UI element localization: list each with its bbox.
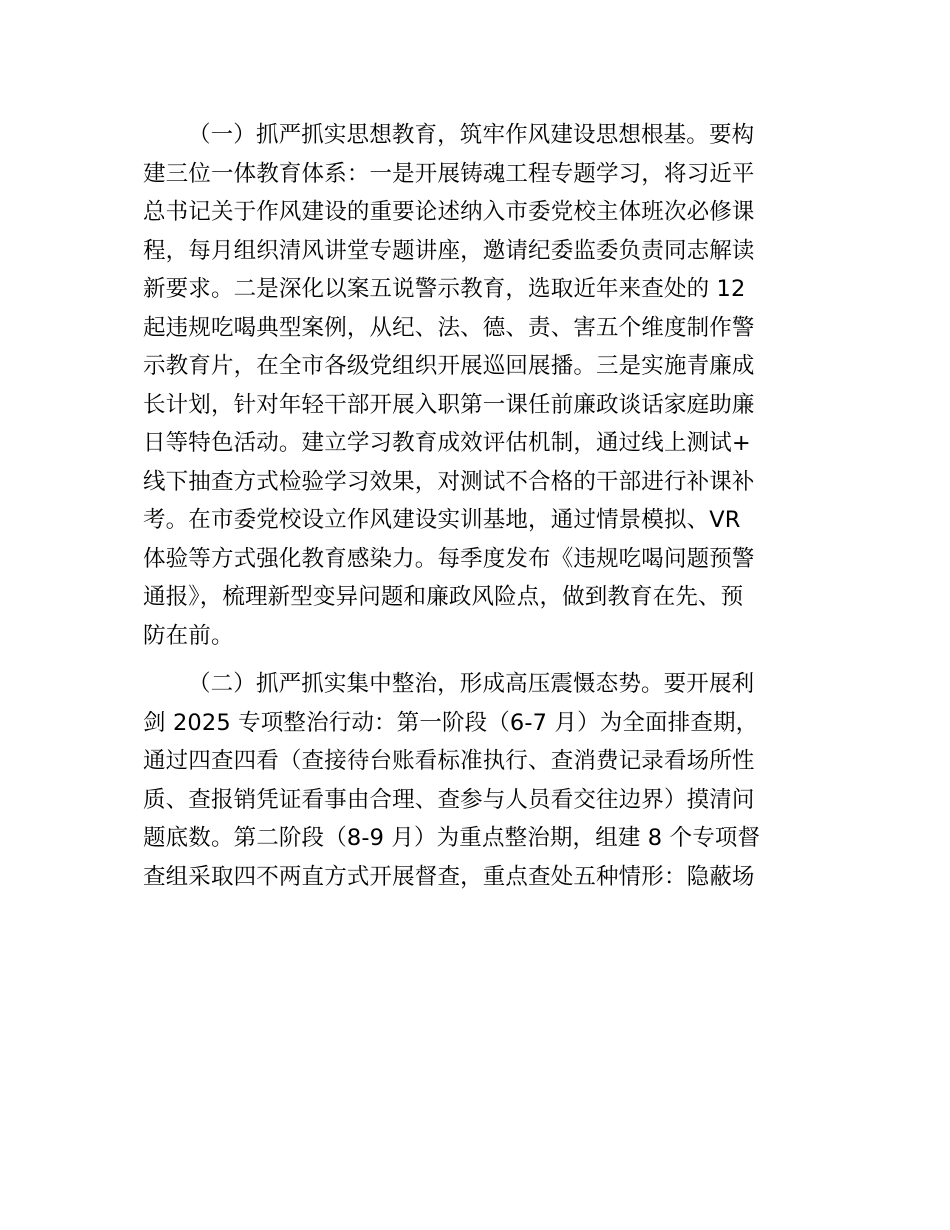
paragraph-line: 体验等方式强化教育感染力。每季度发布《违规吃喝问题预警 <box>143 545 755 572</box>
paragraph-2 <box>143 665 809 896</box>
paragraph-line: 建三位一体教育体系：一是开展铸魂工程专题学习，将习近平 <box>143 160 755 187</box>
paragraph-line: 总书记关于作风建设的重要论述纳入市委党校主体班次必修课 <box>143 199 755 225</box>
paragraph-line: 防在前。 <box>143 622 234 649</box>
paragraph-line: 新要求。二是深化以案五说警示教育，选取近年来查处的 12 <box>143 276 746 302</box>
paragraph-line: 日等特色活动。建立学习教育成效评估机制，通过线上测试+ <box>143 430 751 456</box>
paragraph-line: 长计划，针对年轻干部开展入职第一课任前廉政谈话家庭助廉 <box>143 391 755 418</box>
paragraph-line: 考。在市委党校设立作风建设实训基地，通过情景模拟、VR <box>143 507 741 533</box>
paragraph-line: 线下抽查方式检验学习效果，对测试不合格的干部进行补课补 <box>143 468 755 495</box>
paragraph-line: （二）抓严抓实集中整治，形成高压震慑态势。要开展利 <box>188 671 755 697</box>
paragraph-line: 质、查报销凭证看事由合理、查参与人员看交往边界）摸清问 <box>143 786 755 813</box>
paragraph-line: 题底数。第二阶段（8-9 月）为重点整治期，组建 8 个专项督 <box>143 825 761 851</box>
paragraph-line: 剑 2025 专项整治行动：第一阶段（6-7 月）为全面排查期， <box>143 709 759 736</box>
paragraph-line: 查组采取四不两直方式开展督查，重点查处五种情形：隐蔽场 <box>143 863 755 890</box>
document-body <box>143 116 809 896</box>
paragraph-line: 起违规吃喝典型案例，从纪、法、德、责、害五个维度制作警 <box>143 314 755 341</box>
paragraph-line: 示教育片，在全市各级党组织开展巡回展播。三是实施青廉成 <box>143 353 755 379</box>
paragraph-line: 通报》，梳理新型变异问题和廉政风险点，做到教育在先、预 <box>143 584 744 610</box>
paragraph-line: 通过四查四看（查接待台账看标准执行、查消费记录看场所性 <box>143 748 755 774</box>
paragraph-line: 程，每月组织清风讲堂专题讲座，邀请纪委监委负责同志解读 <box>143 237 755 264</box>
paragraph-1 <box>143 116 809 655</box>
paragraph-line: （一）抓严抓实思想教育，筑牢作风建设思想根基。要构 <box>188 122 755 148</box>
